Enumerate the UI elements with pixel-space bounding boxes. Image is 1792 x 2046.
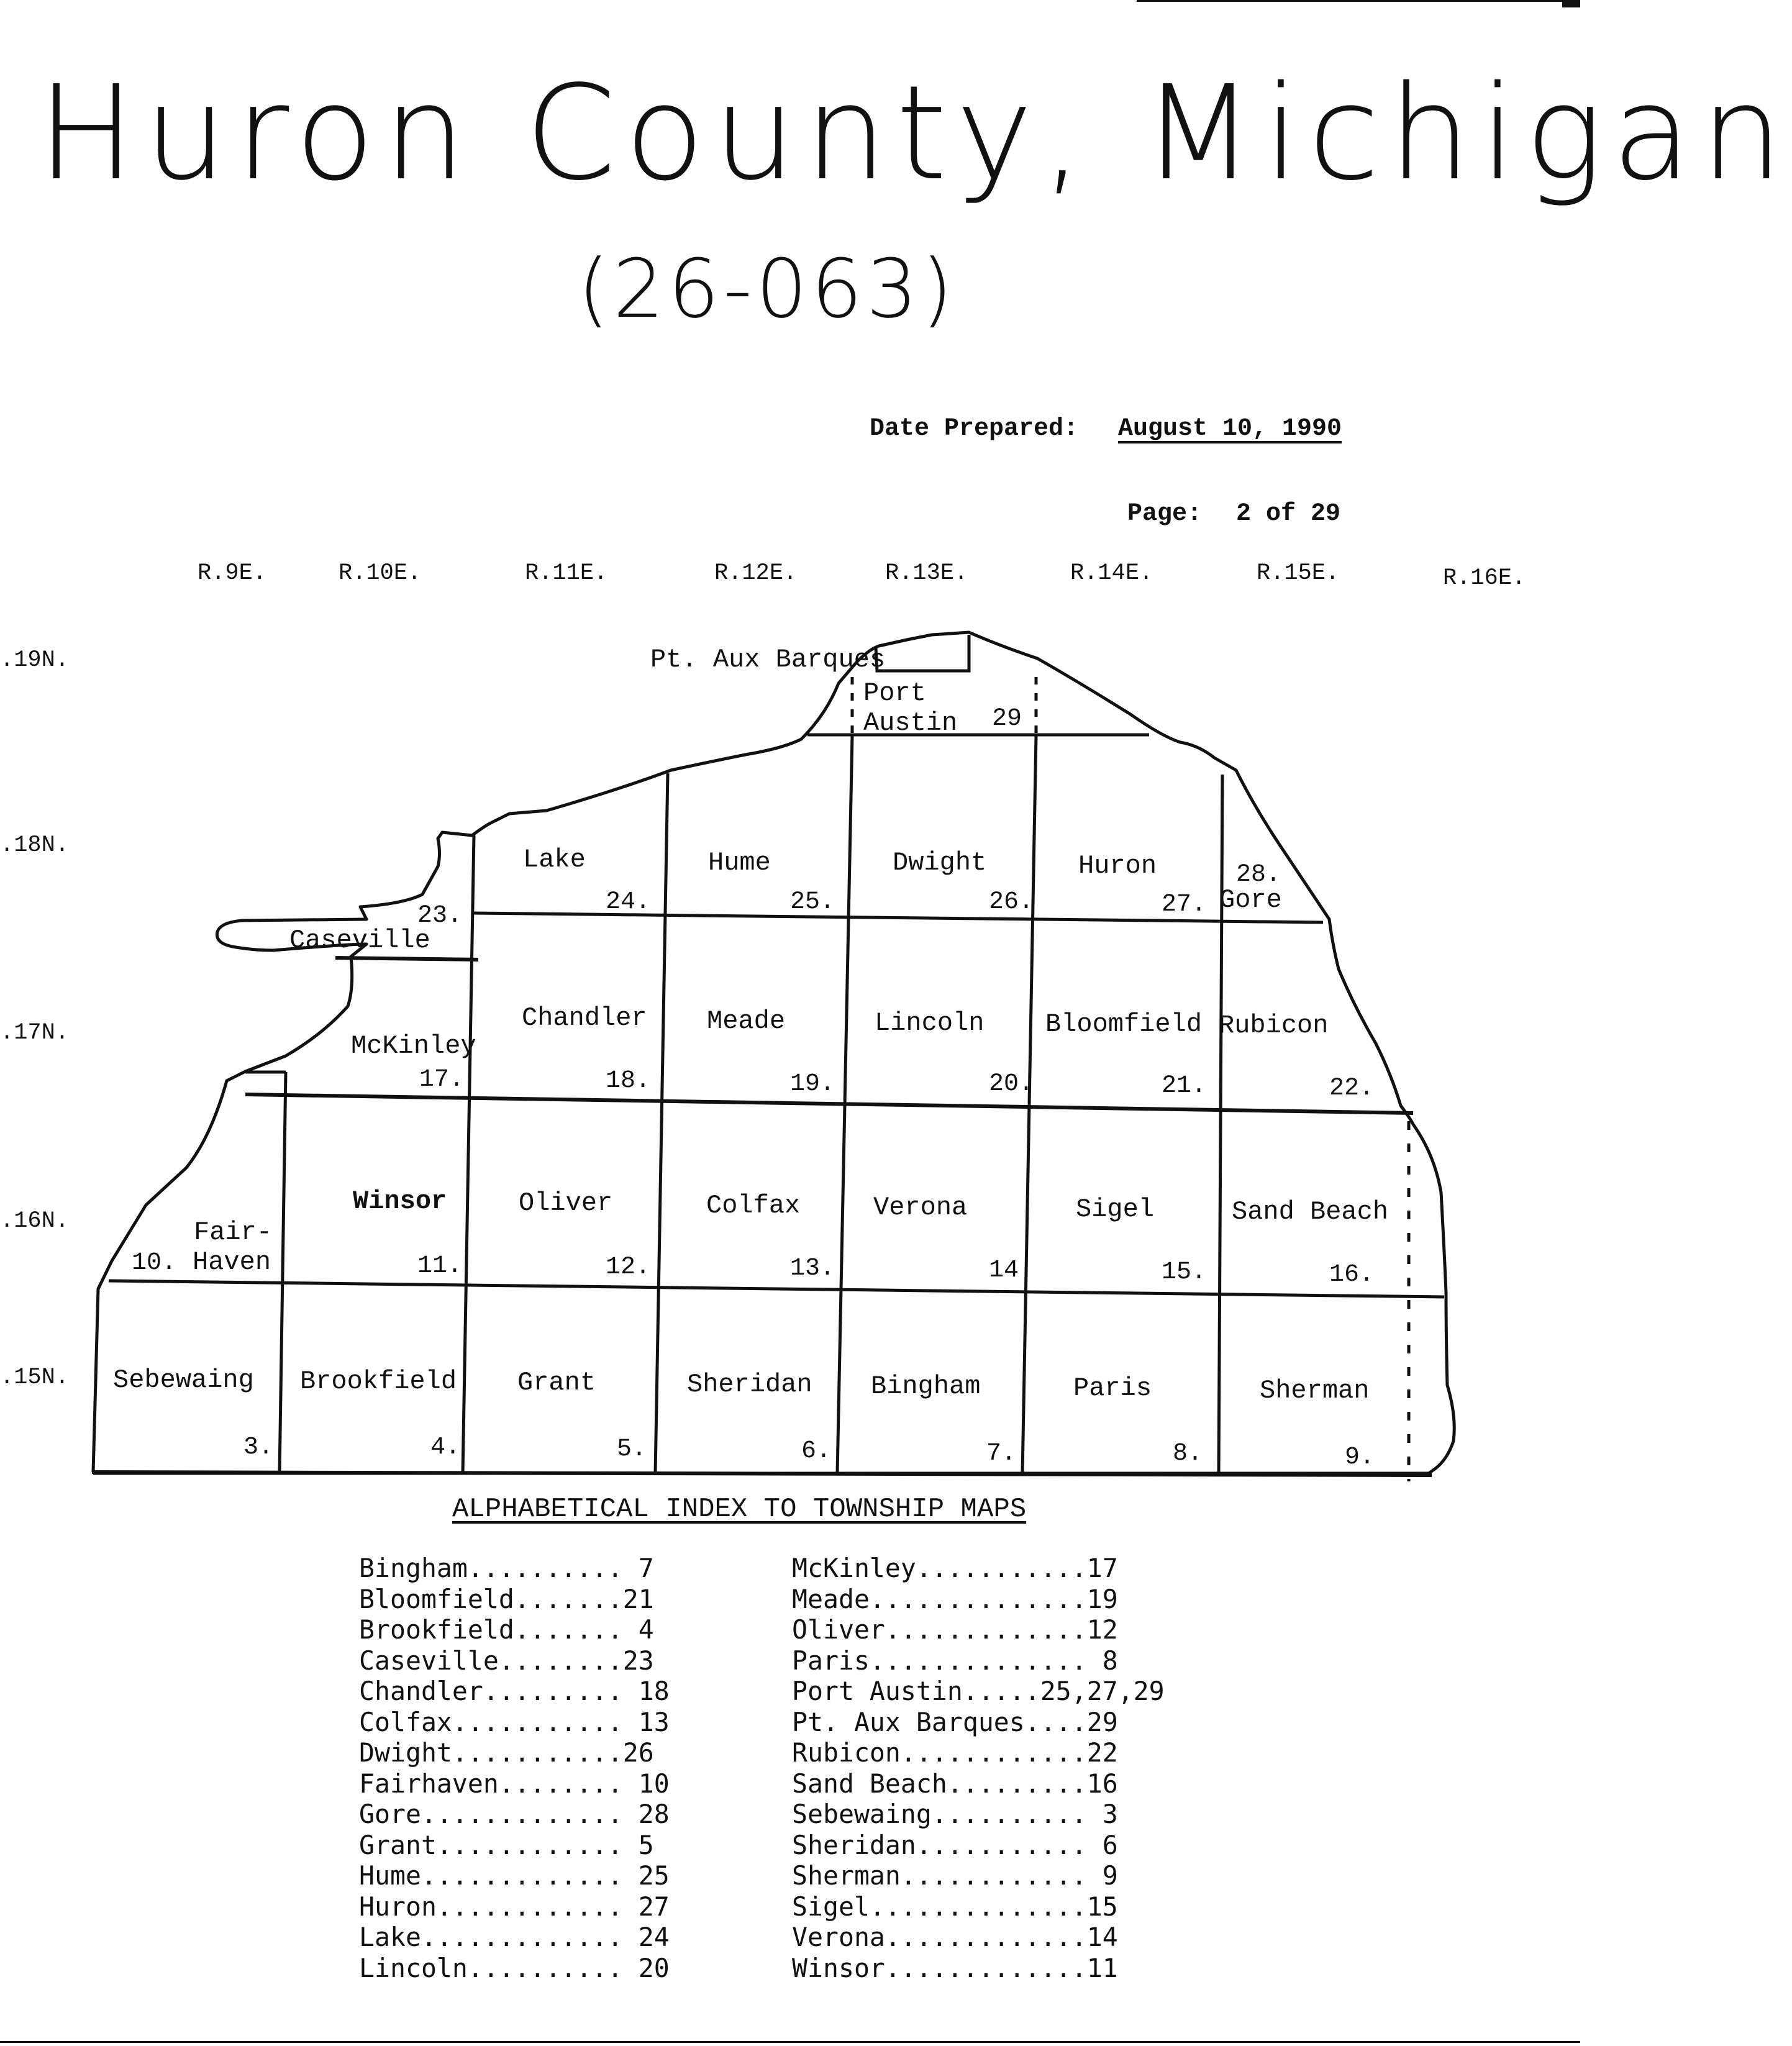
- township-number-paris: 8.: [1173, 1440, 1203, 1468]
- index-entry: Oliver.............12: [792, 1614, 1118, 1645]
- township-name-bingham: Bingham: [871, 1371, 981, 1401]
- township-number-sigel: 15.: [1162, 1258, 1207, 1286]
- page-number: 2 of 29: [1236, 500, 1341, 528]
- township-number-sherman: 9.: [1345, 1444, 1375, 1471]
- township-number-verona: 14.: [989, 1257, 1034, 1284]
- township-name-gore: Gore: [1219, 885, 1282, 915]
- township-number-bingham: 7.: [986, 1440, 1017, 1468]
- range-label-11e: R.11E.: [525, 560, 608, 586]
- page-title: Huron County, Michigan: [37, 57, 1792, 209]
- township-number-oliver: 12.: [606, 1253, 651, 1281]
- index-entry: Bingham.......... 7: [359, 1553, 654, 1583]
- township-label-16n: .16N.: [0, 1208, 70, 1234]
- grid-line-h-6: [109, 1281, 1444, 1297]
- index-entry: Sand Beach.........16: [792, 1768, 1118, 1799]
- township-number-lake: 24.: [606, 888, 651, 916]
- township-number-brookfield: 4.: [430, 1434, 461, 1462]
- township-number-dwight: 26.: [989, 888, 1034, 916]
- index-entry: Verona.............14: [792, 1922, 1118, 1952]
- township-number-chandler: 18.: [606, 1067, 651, 1095]
- index-column-right: [792, 1553, 1165, 1983]
- grid-line-v-3: [655, 773, 668, 1473]
- township-number-huron: 27.: [1162, 891, 1207, 919]
- range-label-13e: R.13E.: [885, 560, 968, 586]
- range-label-10e: R.10E.: [339, 560, 422, 586]
- township-number-grant: 5.: [617, 1435, 647, 1463]
- date-prepared-label: Date Prepared:: [870, 415, 1079, 443]
- township-name-sigel: Sigel: [1076, 1194, 1155, 1224]
- index-entry: Sheridan........... 6: [792, 1829, 1118, 1860]
- county-outline: [93, 632, 1454, 1473]
- grid-line-v-1: [280, 1072, 286, 1473]
- township-number-meade: 19.: [790, 1070, 835, 1098]
- index-entry: Fairhaven........ 10: [359, 1768, 670, 1799]
- township-name-sherman: Sherman: [1260, 1376, 1370, 1406]
- index-entry: Port Austin.....25,27,29: [792, 1676, 1165, 1706]
- township-number-bloomfield: 21.: [1162, 1072, 1207, 1100]
- index-entry: Paris.............. 8: [792, 1645, 1118, 1676]
- township-name-verona: Verona: [873, 1193, 968, 1222]
- index-entry: Brookfield....... 4: [359, 1614, 654, 1645]
- township-name-bloomfield: Bloomfield: [1045, 1009, 1203, 1039]
- index-entry: Caseville........23: [359, 1645, 654, 1676]
- township-number-fairhaven: 10.: [132, 1249, 177, 1277]
- township-label-18n: .18N.: [0, 832, 70, 858]
- township-number-sheridan: 6.: [801, 1437, 832, 1465]
- township-label-15n: .15N.: [0, 1365, 70, 1391]
- grid-line-v-6: [1219, 775, 1222, 1473]
- township-name-sebewaing: Sebewaing: [113, 1365, 254, 1395]
- township-name-rubicon: Rubicon: [1219, 1011, 1329, 1040]
- index-entry: Colfax........... 13: [359, 1706, 670, 1737]
- township-name-meade: Meade: [707, 1006, 786, 1036]
- index-entry: Sherman............ 9: [792, 1860, 1118, 1891]
- township-name-grant: Grant: [517, 1368, 596, 1398]
- grid-line-v-5: [1022, 736, 1036, 1473]
- pt-aux-barques-label: Pt. Aux Barques: [650, 645, 886, 675]
- range-label-9e: R.9E.: [198, 560, 267, 586]
- index-column-left: [359, 1553, 670, 1983]
- township-name-huron: Huron: [1078, 851, 1157, 881]
- range-label-16e: R.16E.: [1443, 565, 1526, 591]
- index-entry: Hume............. 25: [359, 1860, 670, 1891]
- township-name-sand-beach: Sand Beach: [1232, 1197, 1389, 1227]
- township-name-fairhaven-line1: Fair-: [194, 1217, 273, 1247]
- port-austin-label-line1: Port: [863, 678, 926, 708]
- township-number-sand-beach: 16.: [1329, 1261, 1375, 1289]
- index-entry: McKinley...........17: [792, 1553, 1118, 1583]
- township-name-hume: Hume: [708, 848, 771, 878]
- index-entry: Chandler......... 18: [359, 1676, 670, 1706]
- township-name-dwight: Dwight: [893, 848, 987, 878]
- township-name-colfax: Colfax: [706, 1191, 801, 1221]
- bottom-rule: [0, 2041, 1580, 2043]
- port-austin-label-line2: Austin: [863, 708, 958, 738]
- caseville-label: Caseville: [289, 925, 430, 955]
- index-entry: Grant............ 5: [359, 1829, 654, 1860]
- index-entry: Pt. Aux Barques....29: [792, 1706, 1118, 1737]
- township-name-brookfield: Brookfield: [300, 1366, 457, 1396]
- date-prepared-value: August 10, 1990: [1118, 415, 1342, 443]
- range-label-15e: R.15E.: [1257, 560, 1340, 586]
- township-label-19n: .19N.: [0, 647, 70, 673]
- township-name-paris: Paris: [1073, 1373, 1152, 1403]
- index-entry: Sebewaing.......... 3: [792, 1799, 1118, 1829]
- grid-line-h-3: [335, 958, 478, 960]
- township-name-oliver: Oliver: [519, 1188, 613, 1218]
- township-name-chandler: Chandler: [522, 1003, 647, 1033]
- township-number-lincoln: 20.: [989, 1070, 1034, 1098]
- township-number-mckinley: 17.: [419, 1066, 465, 1094]
- index-entry: Dwight...........26: [359, 1737, 654, 1768]
- township-number-hume: 25.: [790, 888, 835, 916]
- range-label-14e: R.14E.: [1070, 560, 1153, 586]
- township-number-gore: 28.: [1236, 861, 1281, 889]
- township-label-17n: .17N.: [0, 1020, 70, 1046]
- index-entry: Lincoln.......... 20: [359, 1952, 670, 1983]
- port-austin-number: 29: [992, 705, 1022, 733]
- township-name-lincoln: Lincoln: [875, 1008, 985, 1038]
- index-entry: Meade..............19: [792, 1583, 1118, 1614]
- range-label-12e: R.12E.: [714, 560, 798, 586]
- index-entry: Lake............. 24: [359, 1922, 670, 1952]
- caseville-number: 23.: [417, 902, 463, 930]
- index-entry: Huron............ 27: [359, 1891, 670, 1922]
- grid-line-v-2: [463, 835, 474, 1473]
- township-number-rubicon: 22.: [1329, 1075, 1375, 1103]
- township-name-fairhaven-line2: Haven: [193, 1247, 271, 1277]
- index-heading: ALPHABETICAL INDEX TO TOWNSHIP MAPS: [452, 1494, 1027, 1525]
- township-name-mckinley: McKinley: [351, 1031, 476, 1061]
- page-label: Page:: [1127, 500, 1203, 528]
- pt-aux-barques-boundary: [876, 635, 969, 671]
- index-entry: Winsor.............11: [792, 1952, 1118, 1983]
- township-name-lake: Lake: [523, 845, 586, 875]
- index-entry: Gore............. 28: [359, 1799, 670, 1829]
- township-number-colfax: 13.: [790, 1255, 835, 1283]
- township-number-sebewaing: 3.: [243, 1434, 274, 1462]
- county-code: (26-063): [578, 242, 957, 336]
- index-entry: Sigel..............15: [792, 1891, 1118, 1922]
- township-name-sheridan: Sheridan: [687, 1370, 812, 1399]
- index-entry: Bloomfield.......21: [359, 1583, 654, 1614]
- township-name-winsor: Winsor: [353, 1186, 447, 1216]
- township-number-winsor: 11.: [417, 1252, 463, 1280]
- index-entry: Rubicon............22: [792, 1737, 1118, 1768]
